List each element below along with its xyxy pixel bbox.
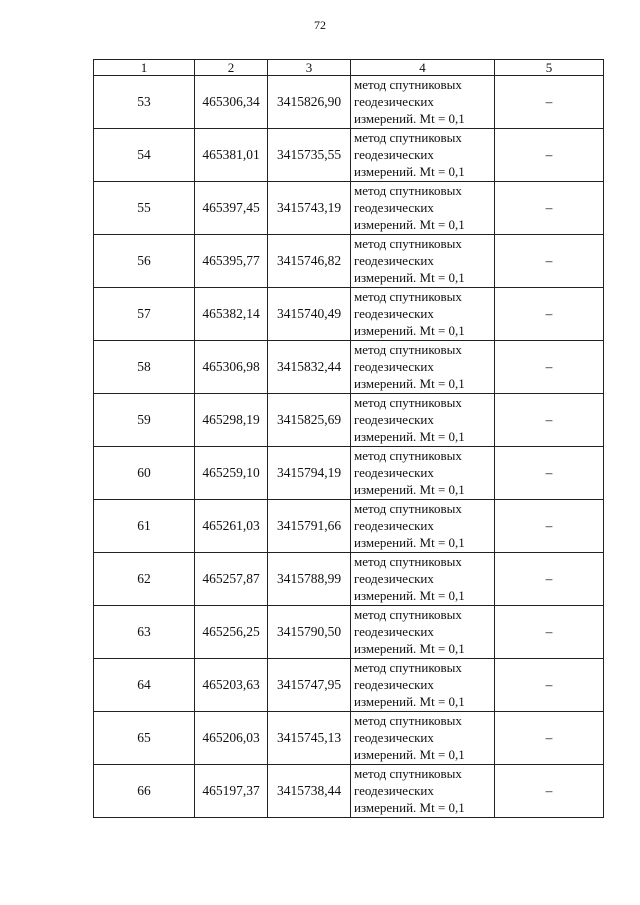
column-header-3: 3 — [268, 60, 351, 76]
method-cell — [351, 765, 495, 818]
table-row — [94, 182, 604, 235]
point-number-cell: 64 — [94, 659, 195, 712]
table-row — [94, 341, 604, 394]
method-line-2: геодезических — [354, 359, 434, 374]
method-line-2: геодезических — [354, 518, 434, 533]
method-cell — [351, 341, 495, 394]
table-row — [94, 659, 604, 712]
y-coordinate-cell: 3415735,55 — [268, 129, 351, 182]
y-coordinate-cell: 3415794,19 — [268, 447, 351, 500]
column-header-5: 5 — [495, 60, 604, 76]
method-line-3: измерений. Mt = 0,1 — [354, 270, 465, 285]
method-line-2: геодезических — [354, 677, 434, 692]
method-line-2: геодезических — [354, 465, 434, 480]
y-coordinate-cell: 3415746,82 — [268, 235, 351, 288]
point-number-cell: 61 — [94, 500, 195, 553]
method-cell — [351, 129, 495, 182]
method-line-2: геодезических — [354, 412, 434, 427]
method-line-1: метод спутниковых — [354, 448, 462, 463]
method-line-3: измерений. Mt = 0,1 — [354, 747, 465, 762]
table-row — [94, 712, 604, 765]
table-row — [94, 553, 604, 606]
point-number-cell: 62 — [94, 553, 195, 606]
method-cell — [351, 182, 495, 235]
method-line-2: геодезических — [354, 306, 434, 321]
method-line-1: метод спутниковых — [354, 607, 462, 622]
y-coordinate-cell: 3415832,44 — [268, 341, 351, 394]
point-number-cell: 65 — [94, 712, 195, 765]
method-line-2: геодезических — [354, 253, 434, 268]
method-line-1: метод спутниковых — [354, 289, 462, 304]
x-coordinate-cell: 465306,34 — [195, 76, 268, 129]
method-line-3: измерений. Mt = 0,1 — [354, 376, 465, 391]
table-row — [94, 129, 604, 182]
method-line-3: измерений. Mt = 0,1 — [354, 111, 465, 126]
column-5-cell: – — [495, 553, 604, 606]
table-row — [94, 394, 604, 447]
y-coordinate-cell: 3415745,13 — [268, 712, 351, 765]
column-5-cell: – — [495, 129, 604, 182]
point-number-cell: 59 — [94, 394, 195, 447]
page-number: 72 — [314, 18, 326, 32]
method-line-2: геодезических — [354, 571, 434, 586]
method-cell — [351, 394, 495, 447]
column-5-cell: – — [495, 182, 604, 235]
method-line-1: метод спутниковых — [354, 713, 462, 728]
method-line-3: измерений. Mt = 0,1 — [354, 482, 465, 497]
x-coordinate-cell: 465197,37 — [195, 765, 268, 818]
point-number-cell: 55 — [94, 182, 195, 235]
method-line-1: метод спутниковых — [354, 554, 462, 569]
column-header-4: 4 — [351, 60, 495, 76]
method-line-1: метод спутниковых — [354, 766, 462, 781]
y-coordinate-cell: 3415743,19 — [268, 182, 351, 235]
coordinates-table — [93, 59, 604, 818]
point-number-cell: 63 — [94, 606, 195, 659]
column-5-cell: – — [495, 235, 604, 288]
x-coordinate-cell: 465256,25 — [195, 606, 268, 659]
method-cell — [351, 659, 495, 712]
column-5-cell: – — [495, 76, 604, 129]
table-row — [94, 606, 604, 659]
method-cell — [351, 606, 495, 659]
method-cell — [351, 235, 495, 288]
method-line-2: геодезических — [354, 94, 434, 109]
point-number-cell: 58 — [94, 341, 195, 394]
x-coordinate-cell: 465381,01 — [195, 129, 268, 182]
point-number-cell: 66 — [94, 765, 195, 818]
method-line-1: метод спутниковых — [354, 342, 462, 357]
x-coordinate-cell: 465259,10 — [195, 447, 268, 500]
column-5-cell: – — [495, 341, 604, 394]
method-line-3: измерений. Mt = 0,1 — [354, 800, 465, 815]
x-coordinate-cell: 465306,98 — [195, 341, 268, 394]
y-coordinate-cell: 3415825,69 — [268, 394, 351, 447]
y-coordinate-cell: 3415788,99 — [268, 553, 351, 606]
column-5-cell: – — [495, 394, 604, 447]
column-5-cell: – — [495, 765, 604, 818]
method-line-1: метод спутниковых — [354, 501, 462, 516]
method-line-1: метод спутниковых — [354, 236, 462, 251]
method-cell — [351, 712, 495, 765]
method-cell — [351, 553, 495, 606]
y-coordinate-cell: 3415740,49 — [268, 288, 351, 341]
point-number-cell: 56 — [94, 235, 195, 288]
x-coordinate-cell: 465397,45 — [195, 182, 268, 235]
point-number-cell: 60 — [94, 447, 195, 500]
table-row — [94, 765, 604, 818]
method-line-3: измерений. Mt = 0,1 — [354, 323, 465, 338]
table-row — [94, 447, 604, 500]
column-5-cell: – — [495, 288, 604, 341]
method-line-3: измерений. Mt = 0,1 — [354, 217, 465, 232]
method-line-3: измерений. Mt = 0,1 — [354, 641, 465, 656]
y-coordinate-cell: 3415790,50 — [268, 606, 351, 659]
x-coordinate-cell: 465298,19 — [195, 394, 268, 447]
y-coordinate-cell: 3415791,66 — [268, 500, 351, 553]
column-5-cell: – — [495, 712, 604, 765]
table-header — [94, 60, 604, 76]
x-coordinate-cell: 465203,63 — [195, 659, 268, 712]
column-header-2: 2 — [195, 60, 268, 76]
method-line-1: метод спутниковых — [354, 395, 462, 410]
point-number-cell: 57 — [94, 288, 195, 341]
column-5-cell: – — [495, 447, 604, 500]
method-line-3: измерений. Mt = 0,1 — [354, 694, 465, 709]
method-cell — [351, 500, 495, 553]
method-line-2: геодезических — [354, 730, 434, 745]
point-number-cell: 53 — [94, 76, 195, 129]
method-line-3: измерений. Mt = 0,1 — [354, 429, 465, 444]
header-row — [94, 60, 604, 76]
y-coordinate-cell: 3415826,90 — [268, 76, 351, 129]
method-line-1: метод спутниковых — [354, 77, 462, 92]
method-line-3: измерений. Mt = 0,1 — [354, 588, 465, 603]
method-line-1: метод спутниковых — [354, 130, 462, 145]
table-row — [94, 76, 604, 129]
x-coordinate-cell: 465206,03 — [195, 712, 268, 765]
method-line-2: геодезических — [354, 783, 434, 798]
table-body — [94, 76, 604, 818]
method-line-2: геодезических — [354, 624, 434, 639]
y-coordinate-cell: 3415738,44 — [268, 765, 351, 818]
column-5-cell: – — [495, 500, 604, 553]
method-line-2: геодезических — [354, 200, 434, 215]
method-cell — [351, 447, 495, 500]
column-5-cell: – — [495, 606, 604, 659]
x-coordinate-cell: 465395,77 — [195, 235, 268, 288]
table-row — [94, 235, 604, 288]
point-number-cell: 54 — [94, 129, 195, 182]
y-coordinate-cell: 3415747,95 — [268, 659, 351, 712]
method-cell — [351, 288, 495, 341]
x-coordinate-cell: 465257,87 — [195, 553, 268, 606]
column-5-cell: – — [495, 659, 604, 712]
x-coordinate-cell: 465382,14 — [195, 288, 268, 341]
column-header-1: 1 — [94, 60, 195, 76]
table-row — [94, 500, 604, 553]
method-line-2: геодезических — [354, 147, 434, 162]
method-line-3: измерений. Mt = 0,1 — [354, 535, 465, 550]
method-line-1: метод спутниковых — [354, 660, 462, 675]
method-line-1: метод спутниковых — [354, 183, 462, 198]
table-row — [94, 288, 604, 341]
method-cell — [351, 76, 495, 129]
x-coordinate-cell: 465261,03 — [195, 500, 268, 553]
method-line-3: измерений. Mt = 0,1 — [354, 164, 465, 179]
